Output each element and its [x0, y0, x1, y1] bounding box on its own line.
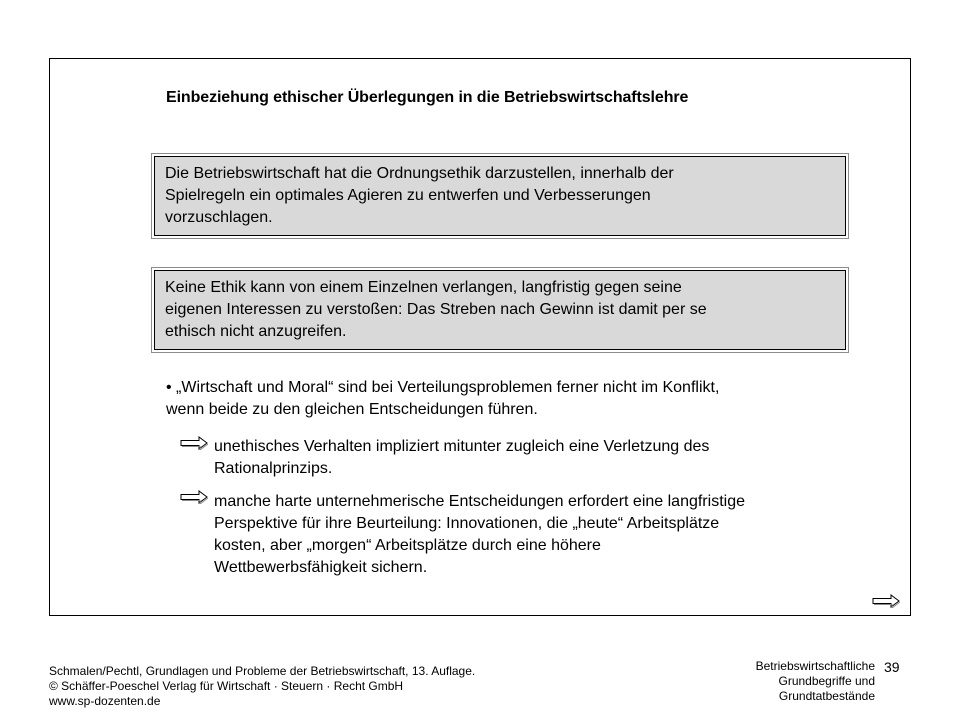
footer-copyright-line: © Schäffer-Poeschel Verlag für Wirtschaft · Steuern · Recht GmbH — [49, 679, 404, 693]
footer-chapter-line: Grundbegriffe und — [778, 674, 875, 688]
sub1-line: unethisches Verhalten impliziert mitunter zugleich eine Verletzung des — [214, 438, 710, 455]
sub2-line: manche harte unternehmerische Entscheidungen erfordert eine langfristige — [214, 493, 745, 510]
sub-point-perspektive — [214, 491, 854, 579]
bullet-line: wenn beide zu den gleichen Entscheidungen führen. — [166, 401, 538, 418]
sub2-line: kosten, aber „morgen“ Arbeitsplätze durch eine höhere — [214, 537, 601, 554]
footer-citation-line: Schmalen/Pechtl, Grundlagen und Probleme der Betriebswirtschaft, 13. Auflage. — [49, 664, 476, 678]
sub2-line: Wettbewerbsfähigkeit sichern. — [214, 559, 428, 576]
bullet-point — [166, 377, 846, 421]
box2-line: eigenen Interessen zu verstoßen: Das Streben nach Gewinn ist damit per se — [165, 301, 707, 318]
box2-line: ethisch nicht anzugreifen. — [165, 323, 347, 340]
next-slide-arrow-icon[interactable] — [872, 594, 900, 608]
bullet-line: • „Wirtschaft und Moral“ sind bei Verteilungsproblemen ferner nicht im Konflikt, — [166, 379, 720, 396]
slide-title: Einbeziehung ethischer Überlegungen in die Betriebswirtschaftslehre — [166, 89, 689, 106]
sub1-line: Rationalprinzips. — [214, 460, 333, 477]
page-number: 39 — [884, 659, 900, 675]
box1-line: vorzuschlagen. — [165, 209, 273, 226]
sub-point-rationalprinzip — [214, 436, 854, 480]
box2-line: Keine Ethik kann von einem Einzelnen verlangen, langfristig gegen seine — [165, 279, 682, 296]
box1-line: Die Betriebswirtschaft hat die Ordnungsethik darzustellen, innerhalb der — [165, 165, 674, 182]
footer-website-line: www.sp-dozenten.de — [49, 694, 161, 708]
sub2-line: Perspektive für ihre Beurteilung: Innovationen, die „heute“ Arbeitsplätze — [214, 515, 720, 532]
footer-chapter — [700, 659, 875, 704]
footer-citation — [49, 664, 475, 709]
box1-line: Spielregeln ein optimales Agieren zu entwerfen und Verbesserungen — [165, 187, 651, 204]
right-arrow-icon — [180, 436, 208, 450]
footer-chapter-line: Betriebswirtschaftliche — [755, 659, 875, 673]
footer-chapter-line: Grundtatbestände — [778, 689, 875, 703]
right-arrow-icon — [180, 490, 208, 504]
ordnungsethik-box — [154, 156, 846, 236]
eigeninteresse-box — [154, 270, 846, 350]
